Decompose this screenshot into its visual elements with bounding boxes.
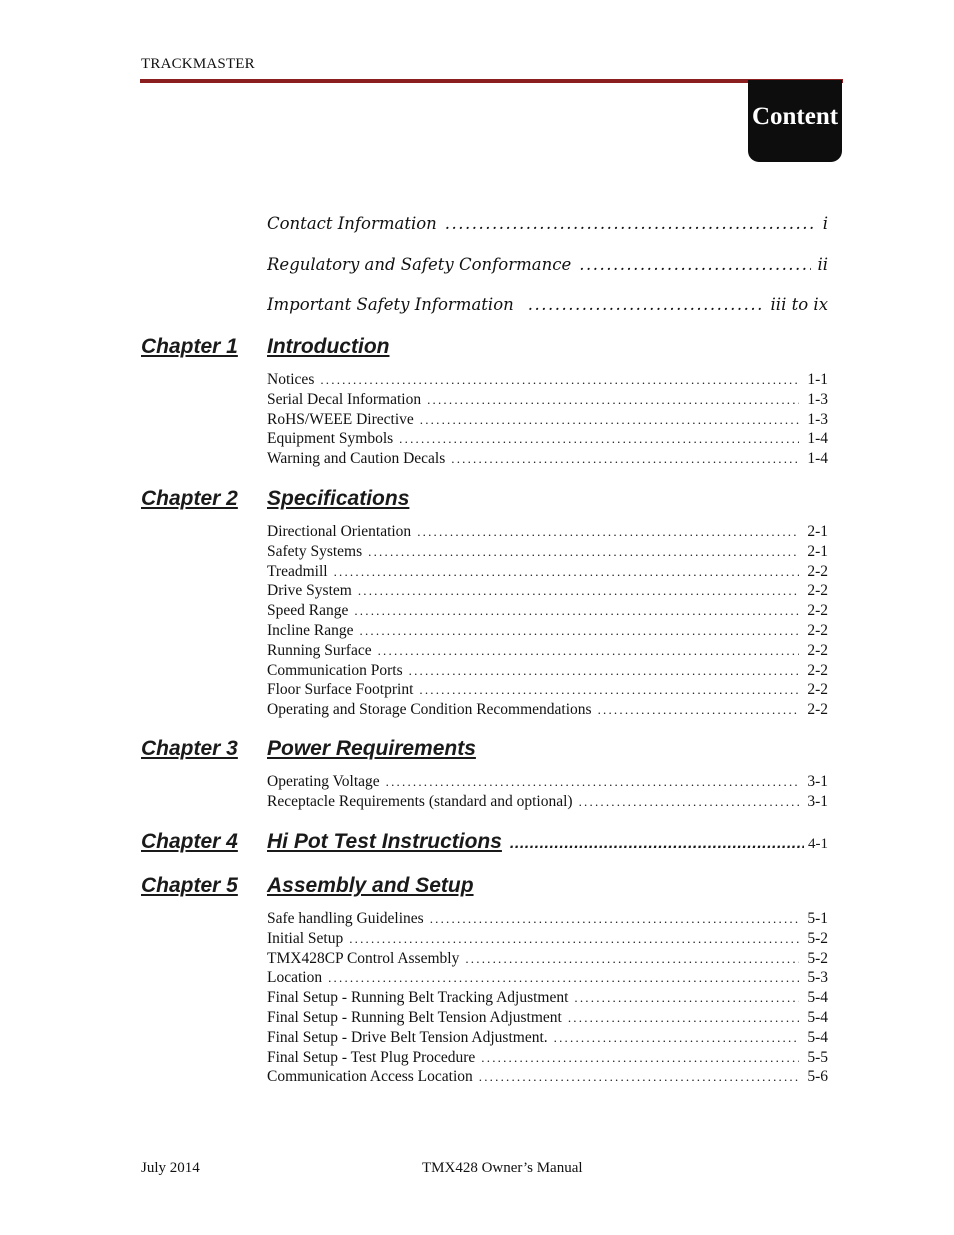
leader-dots	[368, 544, 799, 560]
toc-entry[interactable]	[267, 950, 828, 970]
toc-entry[interactable]	[267, 642, 828, 662]
leader-dots	[360, 623, 800, 639]
chapter-heading-5[interactable]	[141, 874, 828, 898]
leader-dots	[465, 951, 799, 967]
toc-entry[interactable]	[267, 662, 828, 682]
toc-entry[interactable]	[267, 411, 828, 431]
toc-entry[interactable]	[267, 391, 828, 411]
entry-title: Safety Systems	[267, 542, 363, 560]
leader-dots	[420, 412, 800, 428]
toc-front-title: Contact Information	[267, 214, 437, 233]
entry-page: 3-1	[807, 792, 828, 810]
entry-page: 1-4	[807, 430, 828, 448]
entry-page: 5-6	[807, 1068, 828, 1086]
entry-title: Final Setup - Running Belt Tension Adjustment	[267, 1008, 562, 1026]
entry-title: RoHS/WEEE Directive	[267, 410, 414, 428]
entry-page: 5-4	[807, 1008, 828, 1026]
toc-front-safety[interactable]	[267, 295, 828, 314]
toc-entry[interactable]	[267, 1029, 828, 1049]
entry-page: 2-2	[807, 582, 828, 600]
leader-dots	[598, 702, 800, 718]
entry-title: Serial Decal Information	[267, 390, 422, 408]
entry-page: 2-2	[807, 681, 828, 699]
entry-page: 1-4	[807, 450, 828, 468]
entry-title: Warning and Caution Decals	[267, 450, 446, 468]
toc-front-page: iii to ix	[770, 295, 828, 314]
leader-dots	[419, 682, 799, 698]
toc-front-page: ii	[817, 255, 828, 274]
toc-entry[interactable]	[267, 910, 828, 930]
leader-dots	[481, 1050, 799, 1066]
toc-entry[interactable]	[267, 1068, 828, 1088]
entry-page: 1-3	[807, 410, 828, 428]
chapter-2-entries	[267, 523, 828, 721]
leader-dots	[579, 794, 800, 810]
leader-dots	[568, 1010, 799, 1026]
leader-dots	[320, 372, 799, 388]
leader-dots	[334, 564, 800, 580]
toc-front-title: Important Safety Information	[267, 295, 514, 314]
chapter-number: Chapter 3	[141, 737, 238, 760]
entry-page: 2-1	[807, 542, 828, 560]
entry-page: 2-2	[807, 602, 828, 620]
entry-title: TMX428CP Control Assembly	[267, 949, 460, 967]
chapter-heading-2[interactable]	[141, 487, 828, 511]
toc-entry[interactable]	[267, 1049, 828, 1069]
entry-page: 5-5	[807, 1048, 828, 1066]
chapter-number: Chapter 1	[141, 335, 238, 358]
entry-title: Safe handling Guidelines	[267, 910, 424, 927]
leader-dots	[399, 431, 799, 447]
entry-page: 5-4	[807, 989, 828, 1007]
entry-page: 2-2	[807, 641, 828, 659]
entry-title: Final Setup - Test Plug Procedure	[267, 1048, 476, 1066]
entry-title: Floor Surface Footprint	[267, 681, 414, 699]
entry-title: Notices	[267, 371, 315, 388]
section-tab: Content	[748, 80, 842, 162]
chapter-page: 4-1	[808, 836, 828, 852]
entry-page: 5-4	[807, 1028, 828, 1046]
entry-title: Operating Voltage	[267, 773, 380, 790]
leader-dots	[430, 911, 800, 927]
entry-page: 3-1	[807, 773, 828, 790]
entry-page: 5-2	[807, 929, 828, 947]
leader-dots	[378, 643, 800, 659]
entry-title: Receptacle Requirements (standard and optional)	[267, 792, 573, 810]
chapter-5-entries	[267, 910, 828, 1088]
leader-dots	[445, 214, 817, 233]
leader-dots	[427, 392, 799, 408]
toc-entry[interactable]	[267, 1009, 828, 1029]
leader-dots	[409, 663, 800, 679]
chapter-title: Specifications	[267, 487, 410, 510]
toc-entry[interactable]	[267, 602, 828, 622]
entry-title: Treadmill	[267, 562, 328, 580]
toc-entry[interactable]	[267, 430, 828, 450]
chapter-heading-1[interactable]	[141, 335, 828, 359]
entry-title: Final Setup - Running Belt Tracking Adjustment	[267, 989, 569, 1007]
toc-front-regulatory[interactable]	[267, 255, 828, 274]
leader-dots	[579, 255, 811, 274]
leader-dots	[354, 603, 799, 619]
entry-title: Speed Range	[267, 602, 349, 620]
entry-page: 2-2	[807, 661, 828, 679]
leader-dots	[451, 451, 799, 467]
leader-dots	[574, 990, 799, 1006]
toc-entry[interactable]	[267, 969, 828, 989]
toc-entry[interactable]	[267, 930, 828, 950]
leader-dots	[349, 931, 799, 947]
leader-dots	[510, 835, 804, 853]
chapter-1-entries	[267, 371, 828, 470]
entry-title: Running Surface	[267, 641, 372, 659]
entry-title: Equipment Symbols	[267, 430, 394, 448]
entry-title: Location	[267, 969, 323, 987]
chapter-heading-3[interactable]	[141, 737, 828, 761]
leader-dots	[528, 295, 765, 314]
entry-page: 2-2	[807, 562, 828, 580]
header-rule	[140, 79, 843, 83]
toc-entry[interactable]	[267, 701, 828, 721]
toc-front-page: i	[822, 214, 828, 233]
toc-entry[interactable]	[267, 622, 828, 642]
toc-entry[interactable]	[267, 989, 828, 1009]
chapter-number: Chapter 2	[141, 487, 238, 510]
entry-page: 1-3	[807, 390, 828, 408]
toc-entry[interactable]	[267, 793, 828, 813]
entry-page: 2-2	[807, 621, 828, 639]
chapter-number: Chapter 4	[141, 830, 238, 853]
chapter-title: Power Requirements	[267, 737, 476, 760]
brand-header: TRACKMASTER	[141, 56, 255, 72]
entry-page: 5-2	[807, 949, 828, 967]
entry-title: Communication Access Location	[267, 1068, 473, 1086]
entry-title: Incline Range	[267, 621, 354, 639]
entry-title: Drive System	[267, 582, 352, 600]
leader-dots	[386, 774, 800, 790]
leader-dots	[554, 1030, 800, 1046]
footer-manual-title: TMX428 Owner’s Manual	[422, 1160, 583, 1176]
toc-entry[interactable]	[267, 563, 828, 583]
leader-dots	[328, 970, 799, 986]
toc-entry[interactable]	[267, 450, 828, 470]
entry-title: Directional Orientation	[267, 523, 412, 540]
toc-entry[interactable]	[267, 543, 828, 563]
toc-entry[interactable]	[267, 582, 828, 602]
entry-page: 2-2	[807, 701, 828, 719]
toc-front-contact[interactable]	[267, 214, 828, 233]
chapter-3-entries	[267, 773, 828, 813]
entry-title: Communication Ports	[267, 661, 403, 679]
leader-dots	[479, 1069, 800, 1085]
footer-date: July 2014	[141, 1160, 200, 1176]
leader-dots	[358, 583, 800, 599]
toc-entry[interactable]	[267, 681, 828, 701]
leader-dots	[417, 524, 799, 540]
entry-title: Initial Setup	[267, 929, 344, 947]
entry-page: 5-3	[807, 969, 828, 987]
entry-page: 2-1	[807, 523, 828, 540]
entry-title: Operating and Storage Condition Recommendations	[267, 701, 592, 719]
entry-title: Final Setup - Drive Belt Tension Adjustment.	[267, 1028, 548, 1046]
chapter-title: Hi Pot Test Instructions	[267, 830, 502, 853]
entry-page: 1-1	[807, 371, 828, 388]
toc-entry[interactable]	[267, 523, 828, 543]
chapter-number: Chapter 5	[141, 874, 238, 897]
chapter-title: Introduction	[267, 335, 390, 358]
toc-entry[interactable]	[267, 773, 828, 793]
entry-page: 5-1	[807, 910, 828, 927]
toc-entry[interactable]	[267, 371, 828, 391]
chapter-heading-4[interactable]	[141, 830, 828, 854]
toc-front-title: Regulatory and Safety Conformance	[267, 255, 572, 274]
chapter-title: Assembly and Setup	[267, 874, 474, 897]
